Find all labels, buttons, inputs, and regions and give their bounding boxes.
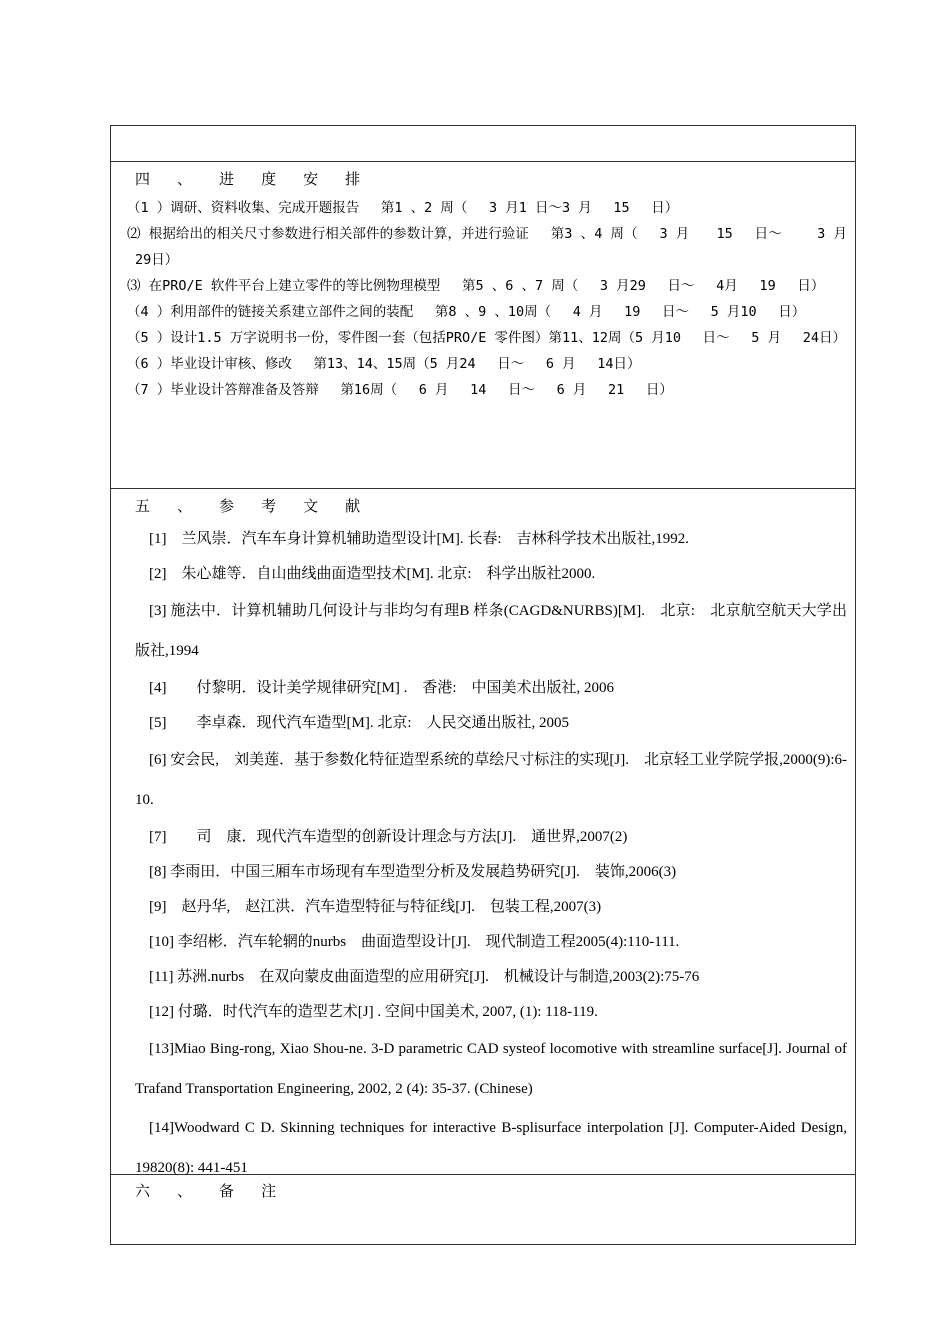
reference-item: [11] 苏洲.nurbs 在双向蒙皮曲面造型的应用研究[J]. 机械设计与制造,2003(2):75-76 [149, 969, 700, 985]
reference-item: [8] 李雨田．中国三厢车市场现有车型造型分析及发展趋势研究[J]. 装饰,2006(3) [149, 864, 677, 880]
references-heading: 五 、 参 考 文 献 [135, 497, 370, 515]
proposal-form-table [110, 125, 856, 1245]
schedule-list [127, 195, 847, 403]
reference-item: [14]Woodward C D. Skinning techniques for interactive B-splisurface interpolation [J]. Computer-Aided Design, 19820(8): 441-451 [135, 1120, 847, 1176]
reference-item: [4] 付黎明．设计美学规律研究[M] . 香港: 中国美术出版社, 2006 [149, 680, 614, 696]
references-section [111, 489, 855, 1175]
empty-top-row [111, 126, 855, 162]
schedule-item: ⑶ 在PRO/E 软件平台上建立零件的等比例物理模型 第5 、6 、7 周（ 3 月29 日～ 4月 19 日） [127, 278, 825, 294]
reference-item: [6] 安会民, 刘美莲．基于参数化特征造型系统的草绘尺寸标注的实现[J]. 北京轻工业学院学报,2000(9):6-10. [135, 752, 847, 808]
reference-item: [13]Miao Bing-rong, Xiao Shou-ne. 3-D parametric CAD systeof locomotive with streamline surface[J]. Journal of Trafand Transportation Engineering, 2002, 2 (4): 35-37. (Chinese) [135, 1041, 847, 1097]
notes-heading: 六 、 备 注 [135, 1182, 286, 1200]
reference-item: [2] 朱心雄等．自山曲线曲面造型技术[M]. 北京: 科学出版社2000. [149, 566, 596, 582]
reference-item: [7] 司 康．现代汽车造型的创新设计理念与方法[J]. 通世界,2007(2) [149, 829, 628, 845]
schedule-item: （4 ）利用部件的链接关系建立部件之间的装配 第8 、9 、10周（ 4 月 19 日～ 5 月10 日） [127, 304, 806, 320]
schedule-item: （1 ）调研、资料收集、完成开题报告 第1 、2 周（ 3 月1 日～3 月 15 日） [127, 200, 679, 216]
schedule-item: （6 ）毕业设计审核、修改 第13、14、15周（5 月24 日～ 6 月 14日） [127, 356, 641, 372]
notes-section [111, 1175, 855, 1244]
schedule-item: ⑵ 根据给出的相关尺寸参数进行相关部件的参数计算，并进行验证 第3 、4 周（ 3 月 15 日～ 3 月29日） [127, 226, 847, 268]
reference-item: [10] 李绍彬．汽车轮辋的nurbs 曲面造型设计[J]. 现代制造工程2005(4):110-111. [149, 934, 680, 950]
reference-item: [12] 付璐．时代汽车的造型艺术[J] . 空间中国美术, 2007, (1): 118-119. [149, 1004, 598, 1020]
schedule-heading: 四 、 进 度 安 排 [135, 170, 370, 188]
schedule-item: （7 ）毕业设计答辩准备及答辩 第16周（ 6 月 14 日～ 6 月 21 日） [127, 382, 673, 398]
reference-item: [5] 李卓森．现代汽车造型[M]. 北京: 人民交通出版社, 2005 [149, 715, 569, 731]
reference-item: [9] 赵丹华, 赵江洪．汽车造型特征与特征线[J]. 包装工程,2007(3) [149, 899, 602, 915]
reference-item: [3] 施法中．计算机辅助几何设计与非均匀有理B 样条(CAGD&NURBS)[M]. 北京: 北京航空航天大学出版社,1994 [135, 603, 847, 659]
reference-list [135, 522, 847, 1188]
schedule-item: （5 ）设计1.5 万字说明书一份，零件图一套（包括PRO/E 零件图）第11、12周（5 月10 日～ 5 月 24日） [127, 330, 846, 346]
reference-item: [1] 兰风崇．汽车车身计算机辅助造型设计[M]. 长春: 吉林科学技术出版社,1992. [149, 531, 689, 547]
schedule-section [111, 162, 855, 489]
